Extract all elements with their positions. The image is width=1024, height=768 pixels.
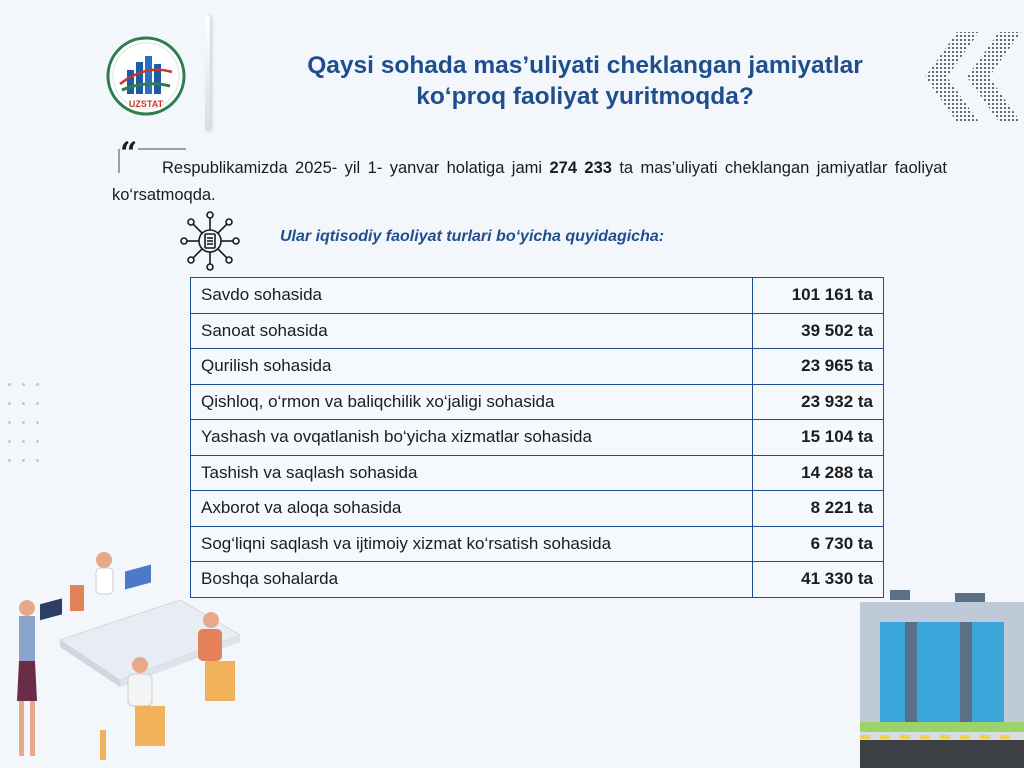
header-divider [205,16,210,131]
table-row [191,526,884,562]
table-row [191,455,884,491]
sector-label: Qurilish sohasida [191,349,753,385]
sector-label: Savdo sohasida [191,278,753,314]
sector-count: 23 965 ta [753,349,884,385]
sector-label: Axborot va aloqa sohasida [191,491,753,527]
sector-label: Yashash va ovqatlanish bo‘yicha xizmatlar sohasida [191,420,753,456]
intro-text-before: Respublikamizda 2025- yil 1- yanvar holatiga jami [162,159,550,177]
sector-count: 14 288 ta [753,455,884,491]
table-row [191,562,884,598]
intro-text-after: ta mas’uliyati cheklangan jamiyatlar faoliyat ko‘rsatmoqda. [112,159,947,204]
page-title [220,50,950,112]
svg-text:“: “ [120,137,138,171]
sector-label: Tashish va saqlash sohasida [191,455,753,491]
stats-table [190,277,884,598]
sector-label: Qishloq, o‘rmon va baliqchilik xo‘jaligi sohasida [191,384,753,420]
intro-total: 274 233 [549,159,612,177]
title-line-1: Qaysi sohada mas’uliyati cheklangan jamiyatlar [307,52,863,79]
uzstat-logo [106,36,186,116]
sector-count: 8 221 ta [753,491,884,527]
logo-text: UZSTAT [128,99,164,109]
title-line-2: ko‘proq faoliyat yuritmoqda? [416,83,754,110]
table-row [191,278,884,314]
sector-count: 23 932 ta [753,384,884,420]
sector-count: 15 104 ta [753,420,884,456]
chevron-pattern-icon [919,22,1024,132]
sector-count: 6 730 ta [753,526,884,562]
table-row [191,420,884,456]
section-subtitle: Ular iqtisodiy faoliyat turlari bo‘yicha quyidagicha: [280,228,665,245]
sector-count: 41 330 ta [753,562,884,598]
building-illustration [860,590,1024,768]
sector-label: Sanoat sohasida [191,313,753,349]
table-row [191,349,884,385]
table-row [191,313,884,349]
sector-count: 101 161 ta [753,278,884,314]
table-row [191,384,884,420]
intro-paragraph [112,155,947,209]
office-meeting-illustration [0,545,250,768]
sector-label: Boshqa sohalarda [191,562,753,598]
network-document-icon [179,210,241,272]
table-row [191,491,884,527]
sector-count: 39 502 ta [753,313,884,349]
sector-label: Sog‘liqni saqlash va ijtimoiy xizmat ko‘rsatish sohasida [191,526,753,562]
